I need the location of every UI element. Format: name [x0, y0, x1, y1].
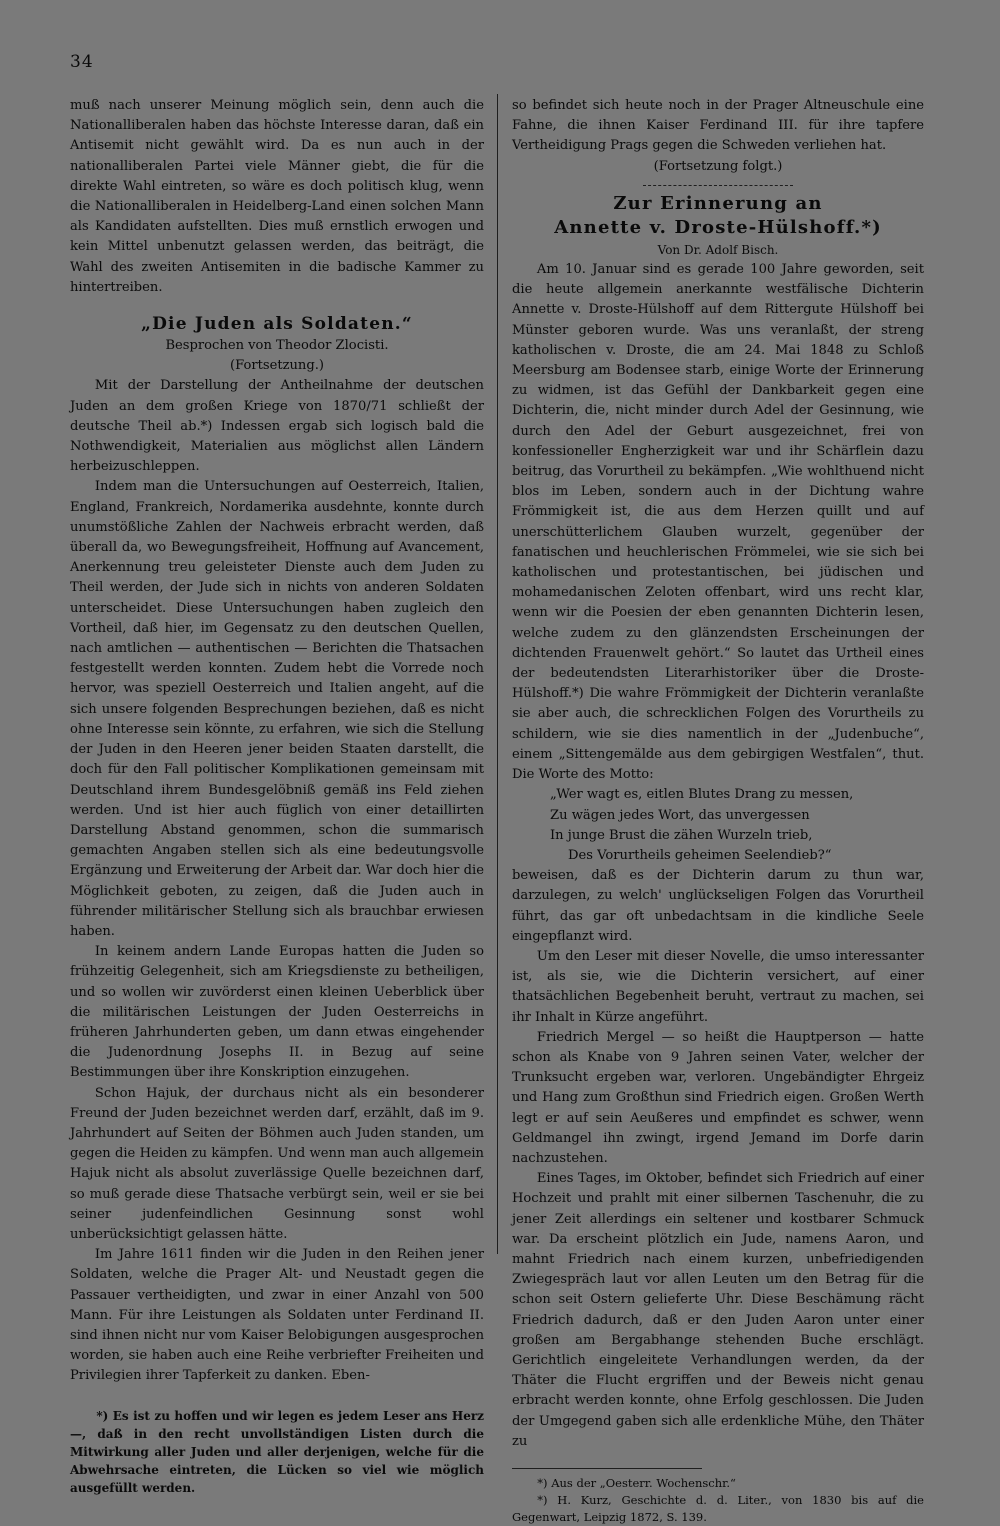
body-paragraph: beweisen, daß es der Dichterin darum zu thun war, darzulegen, zu welch' unglückseligen Folgen das Vorurtheil führt, das gar oft unbedachtsam in die kindliche Seele eingepflanzt wird.	[512, 868, 924, 944]
article-byline: Besprochen von Theodor Zlocisti.	[165, 338, 389, 354]
body-paragraph: Indem man die Untersuchungen auf Oesterreich, Italien, England, Frankreich, Nordamerika ausdehnte, konnte durch unumstößliche Zahlen der Nachweis erbracht werden, daß überall da, wo Bewegungsfreiheit, Hoffnung auf Avancement, Anerkennung treu geleisteter Dienste auch dem Juden zu Theil werden, der Jude sich in nichts von anderen Soldaten unterscheidet. Diese Untersuchungen haben zugleich den Vortheil, daß hier, im Gegensatz zu den deutschen Quellen, nach amtlichen — authentischen — Berichten die Thatsachen festgestellt werden konnten. Zudem hebt die Vorrede noch hervor, was speziell Oesterreich und Italien angeht, auf die sich unsere folgenden Besprechungen beziehen, daß es nicht ohne Interesse sein könnte, zu erfahren, wie sich die Stellung der Juden in den Heeren jener beiden Staaten darstellt, die doch für den Fall politischer Komplikationen gemeinsam mit Deutschland ihrem Bundesgelöbniß gemäß ins Feld ziehen werden. Und ist hier auch füglich von einer detaillirten Darstellung Abstand genommen, schon die summarisch gemachten Angaben stellen sich als eine bedeutungsvolle Ergänzung und Erweiterung der Arbeit dar. War doch hier die Möglichkeit geboten, zu zeigen, daß die Juden auch in führender militärischer Stellung sich als brauchbar erwiesen haben.	[70, 479, 484, 939]
article-byline: Von Dr. Adolf Bisch.	[657, 242, 779, 257]
body-paragraph: Eines Tages, im Oktober, befindet sich Friedrich auf einer Hochzeit und prahlt mit einer silbernen Taschenuhr, die zu jener Zeit allerdings ein seltener und kostbarer Schmuck war. Da erscheint plötzlich ein Jude, namens Aaron, und mahnt Friedrich nach einem kurzen, unbefriedigenden Zwiegespräch laut vor allen Leuten um den Betrag für die schon seit Ostern gelieferte Uhr. Diese Beschämung rächt Friedrich dadurch, daß er den Juden Aaron unter einer großen am Bergabhange stehenden Buche erschlägt. Gerichtlich eingeleitete Verhandlungen werden, da der Thäter die Flucht ergriffen und der Beweis nicht genau erbracht werden konnte, ohne Erfolg geschlossen. Die Juden der Umgegend gaben sich alle erdenkliche Mühe, den Thäter zu	[512, 1171, 924, 1449]
motto-poem	[512, 785, 924, 866]
right-column	[512, 96, 924, 1526]
intro-paragraph: muß nach unserer Meinung möglich sein, denn auch die Nationalliberalen haben das höchste Interesse daran, daß ein Antisemit nicht gewählt wird. Da es nun auch in der nationalliberalen Partei viele Männer giebt, die für die direkte Wahl eintreten, so wäre es doch politisch klug, wenn die Nationalliberalen in Heidelberg-Land einen solchen Mann als Kandidaten aufstellten. Dies muß ernstlich erwogen und kein Mittel unbenutzt gelassen werden, das beiträgt, die Wahl des zweiten Antisemiten in die badische Kammer zu hintertreiben.	[70, 98, 484, 295]
poem-line: Des Vorurtheils geheimen Seelendieb?“	[568, 847, 832, 863]
body-paragraph: Im Jahre 1611 finden wir die Juden in den Reihen jener Soldaten, welche die Prager Alt- und Neustadt gegen die Passauer vertheidigten, und zwar in einer Anzahl von 500 Mann. Für ihre Leistungen als Soldaten unter Ferdinand II. sind ihnen nicht nur vom Kaiser Belobigungen ausgesprochen worden, sie haben auch eine Reihe verbriefter Freiheiten und Privilegien ihrer Tapferkeit zu danken. Eben-	[70, 1247, 484, 1384]
poem-line: „Wer wagt es, eitlen Blutes Drang zu messen,	[550, 787, 854, 803]
body-paragraph: Am 10. Januar sind es gerade 100 Jahre geworden, seit die heute allgemein anerkannte westfälische Dichterin Annette v. Droste-Hülshoff auf dem Rittergute Hülshoff bei Münster geboren wurde. Was uns veranlaßt, der streng katholischen v. Droste, die am 24. Mai 1848 zu Schloß Meersburg am Bodensee starb, einige Worte der Erinnerung zu widmen, ist das Gefühl der Dankbarkeit gegen eine Dichterin, die, nicht minder durch Adel der Gesinnung, wie durch den Adel der Geburt ausgezeichnet, frei von konfessioneller Engherzigkeit war und ihr Schärflein dazu beitrug, das Vorurtheil zu bekämpfen. „Wie wohlthuend nicht blos im Leben, sondern auch in der Dichtung wahre Frömmigkeit ist, die aus dem Herzen quillt und auf unerschütterlichem Glauben wurzelt, gegenüber der fanatischen und heuchlerischen Frömmelei, wie sie sich bei katholischen und protestantischen, bei jüdischen und mohamedanischen Zeloten offenbart, wird uns recht klar, wenn wir die Poesien der eben genannten Dichterin lesen, welche zudem zu den glänzendsten Erscheinungen der dichtenden Frauenwelt gehört.“ So lautet das Urtheil eines der bedeutendsten Literarhistoriker über die Droste-Hülshoff.*) Die wahre Frömmigkeit der Dichterin veranlaßte sie aber auch, die schrecklichen Folgen des Vorurtheils zu schildern, wie sie dies namentlich in der „Judenbuche“, einem „Sittengemälde aus dem gebirgigen Westfalen“, thut. Die Worte des Motto:	[512, 262, 924, 783]
footnote: *) H. Kurz, Geschichte d. d. Liter., von 1830 bis auf die Gegenwart, Leipzig 1872, S. 139.	[512, 1493, 924, 1524]
left-column	[70, 96, 484, 1497]
body-paragraph: In keinem andern Lande Europas hatten die Juden so frühzeitig Gelegenheit, sich am Kriegsdienste zu betheiligen, und so wollen wir zuvörderst einen kleinen Ueberblick über die militärischen Leistungen der Juden Oesterreichs in früheren Jahrhunderten geben, um dann etwas eingehender die Judenordnung Josephs II. in Bezug auf seine Bestimmungen über ihre Konskription einzugehen.	[70, 944, 484, 1081]
continuation-paragraph: so befindet sich heute noch in der Prager Altneuschule eine Fahne, die ihnen Kaiser Ferdinand III. für ihre tapfere Vertheidigung Prags gegen die Schweden verliehen hat.	[512, 98, 924, 154]
body-paragraph: Schon Hajuk, der durchaus nicht als ein besonderer Freund der Juden bezeichnet werden darf, erzählt, daß im 9. Jahrhundert auf Seiten der Böhmen auch Juden standen, um gegen die Heiden zu kämpfen. Und wenn man auch allgemein Hajuk nicht als absolut zuverlässige Quelle bezeichnen darf, so muß gerade diese Thatsache verbürgt sein, weil er sie bei seiner judenfeindlichen Gesinnung sonst wohl unberücksichtigt gelassen hätte.	[70, 1085, 484, 1242]
to-be-continued-note: (Fortsetzung folgt.)	[653, 158, 783, 174]
article-title-line-1: Zur Erinnerung an	[613, 192, 823, 214]
page-number: 34	[70, 52, 94, 72]
footnote: *) Aus der „Oesterr. Wochenschr.“	[537, 1476, 736, 1490]
section-separator	[643, 185, 793, 186]
article-title: „Die Juden als Soldaten.“	[141, 314, 413, 335]
body-paragraph: Mit der Darstellung der Antheilnahme der deutschen Juden an dem großen Kriege von 1870/71 schließt der deutsche Theil ab.*) Indessen ergab sich logisch bald die Nothwendigkeit, Materialien aus möglichst allen Ländern herbeizuschleppen.	[70, 378, 484, 475]
article-title-line-2: Annette v. Droste-Hülshoff.*)	[554, 216, 882, 238]
body-paragraph: Friedrich Mergel — so heißt die Hauptperson — hatte schon als Knabe von 9 Jahren seinen Vater, welcher der Trunksucht ergeben war, verloren. Ungebändigter Ehrgeiz und Hang zum Großthun sind Friedrich eigen. Großen Werth legt er auf sein Aeußeres und empfindet es schwer, wenn Geldmangel ihn zwingt, irgend Jemand im Dorfe darin nachzustehen.	[512, 1029, 924, 1166]
column-divider	[497, 94, 498, 1254]
footnote-rule	[512, 1468, 702, 1469]
poem-line: In junge Brust die zähen Wurzeln trieb,	[550, 827, 813, 843]
footnote: *) Es ist zu hoffen und wir legen es jedem Leser ans Herz —, daß in den recht unvollständigen Listen durch die Mitwirkung aller Juden und aller derjenigen, welche für die Abwehrsache eintreten, die Lücken so viel wie möglich ausgefüllt werden.	[70, 1408, 484, 1495]
body-paragraph: Um den Leser mit dieser Novelle, die umso interessanter ist, als sie, wie die Dichterin versichert, auf einer thatsächlichen Begebenheit beruht, vertraut zu machen, sei ihr Inhalt in Kürze angeführt.	[512, 948, 924, 1025]
poem-line: Zu wägen jedes Wort, das unvergessen	[550, 807, 810, 823]
continuation-note: (Fortsetzung.)	[229, 358, 325, 374]
